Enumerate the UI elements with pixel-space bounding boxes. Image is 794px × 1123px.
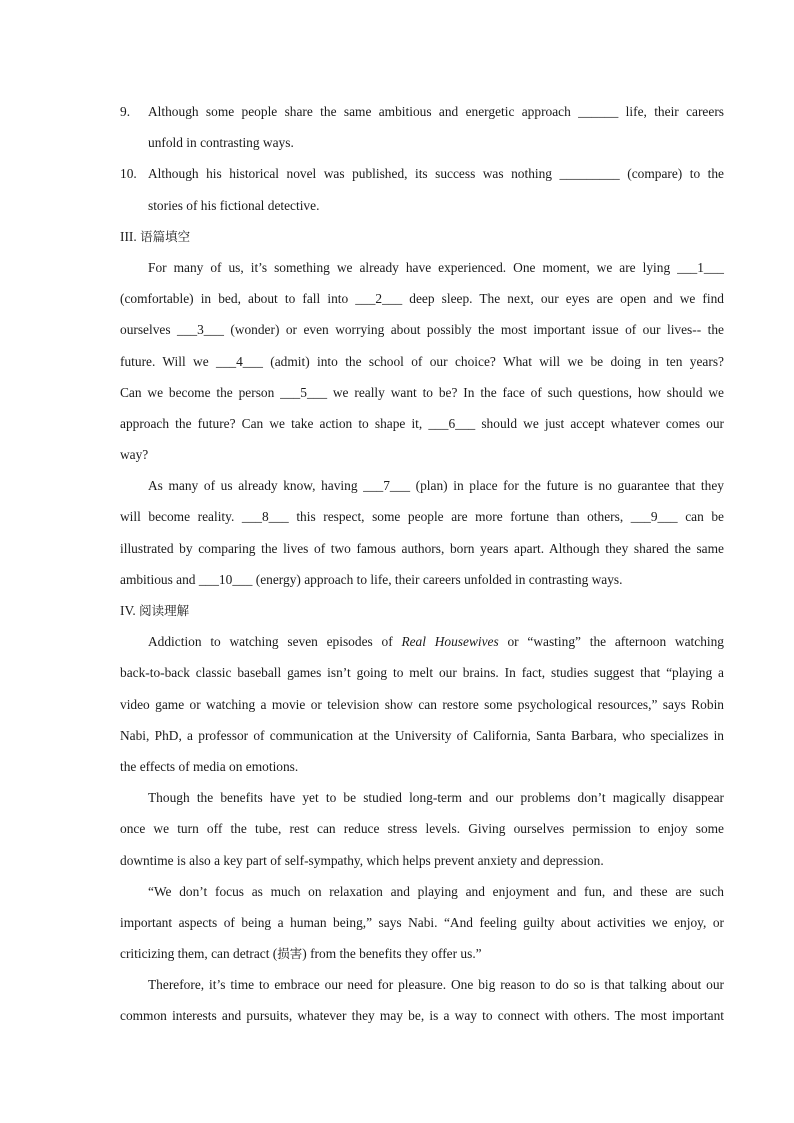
document-page <box>120 96 724 1032</box>
reading-p3-line: “We don’t focus as much on relaxation and playing and enjoyment and fun, and these are such <box>148 883 724 899</box>
section-4-title: 阅读理解 <box>139 603 190 618</box>
reading-p4-line: Therefore, it’s time to embrace our need for pleasure. One big reason to do so is that talking about our <box>148 977 724 993</box>
reading-p3-line: important aspects of being a human being,” says Nabi. “And feeling guilty about activities we enjoy, or <box>120 914 724 930</box>
reading-text: Addiction to watching seven episodes of <box>148 634 402 650</box>
cloze-p1-line: approach the future? Can we take action to shape it, ___6___ should we just accept whatever comes our <box>120 415 724 431</box>
cloze-p2-line: will become reality. ___8___ this respect, some people are more fortune than others, ___9___ can be <box>120 509 724 525</box>
question-number: 10. <box>120 166 137 182</box>
cloze-p2-line: illustrated by comparing the lives of two famous authors, born years apart. Although they shared the same <box>120 540 724 556</box>
section-4-number: IV. <box>120 603 136 618</box>
reading-p1-line: video game or watching a movie or television show can restore some psychological resources,” says Robin <box>120 696 724 712</box>
section-3-title: 语篇填空 <box>140 228 191 244</box>
cloze-p1-line: (comfortable) in bed, about to fall into ___2___ deep sleep. The next, our eyes are open and we find <box>120 291 724 307</box>
cloze-p2-line: As many of us already know, having ___7___ (plan) in place for the future is no guarantee that they <box>148 478 724 494</box>
question-10-line-2: stories of his fictional detective. <box>148 197 320 213</box>
cloze-p1-line: Can we become the person ___5___ we really want to be? In the face of such questions, how should we <box>120 384 724 400</box>
reading-p1-line: Nabi, PhD, a professor of communication at the University of California, Santa Barbara, who specializes in <box>120 727 724 743</box>
reading-p1-line: the effects of media on emotions. <box>120 758 299 774</box>
cloze-p1-line: For many of us, it’s something we already have experienced. One moment, we are lying ___1___ <box>148 259 724 275</box>
show-title: Real Housewives <box>401 634 499 650</box>
cloze-p1-line: way? <box>120 447 149 463</box>
section-3-number: III. <box>120 228 137 244</box>
question-text: Although his historical novel was published, its success was nothing _________ (compare) to the <box>148 166 724 182</box>
reading-p1-line <box>120 626 724 657</box>
question-9-line-1 <box>120 96 724 127</box>
question-9-line-2: unfold in contrasting ways. <box>148 135 294 151</box>
reading-p1-line: back-to-back classic baseball games isn’t going to melt our brains. In fact, studies suggest that “playing a <box>120 665 724 681</box>
cloze-p2-line: ambitious and ___10___ (energy) approach to life, their careers unfolded in contrasting ways. <box>120 571 623 587</box>
reading-text: or “wasting” the afternoon watching <box>498 634 725 650</box>
cloze-p1-line: future. Will we ___4___ (admit) into the school of our choice? What will we be doing in ten years? <box>120 353 724 369</box>
reading-p2-line: Though the benefits have yet to be studied long-term and our problems don’t magically disappear <box>148 790 724 806</box>
reading-text: criticizing them, can detract ( <box>120 946 278 962</box>
reading-p2-line: downtime is also a key part of self-sympathy, which helps prevent anxiety and depression. <box>120 852 604 868</box>
reading-p3-line <box>120 938 724 969</box>
gloss-chinese: 损害 <box>277 946 303 962</box>
reading-text: ) from the benefits they offer us.” <box>302 946 482 962</box>
cloze-p1-line: ourselves ___3___ (wonder) or even worrying about possibly the most important issue of our lives-- the <box>120 322 724 338</box>
question-number: 9. <box>120 104 131 119</box>
section-4-heading <box>120 595 724 626</box>
reading-p4-line: common interests and pursuits, whatever they may be, is a way to connect with others. The most important <box>120 1008 724 1024</box>
question-text: Although some people share the same ambitious and energetic approach ______ life, their careers <box>148 104 724 119</box>
reading-p2-line: once we turn off the tube, rest can reduce stress levels. Giving ourselves permission to enjoy some <box>120 821 724 837</box>
question-10-line-1 <box>120 158 724 189</box>
section-3-heading <box>120 221 724 252</box>
